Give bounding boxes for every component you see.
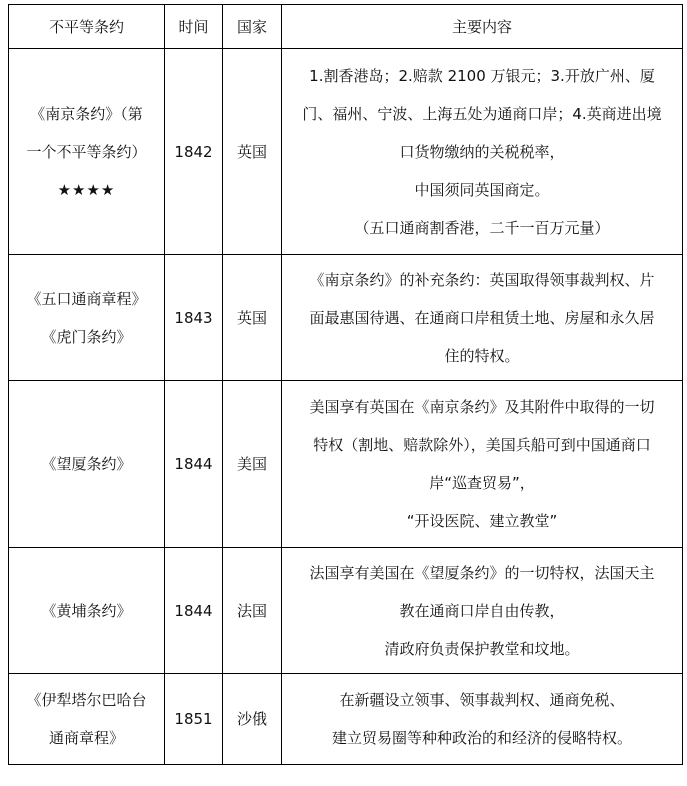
year-cell: 1844 xyxy=(165,381,223,548)
year-cell: 1842 xyxy=(165,49,223,255)
header-country: 国家 xyxy=(223,5,282,49)
content-line: 法国享有美国在《望厦条约》的一切特权，法国天主 xyxy=(309,563,655,582)
country-cell: 英国 xyxy=(223,255,282,381)
treaty-table xyxy=(8,4,683,765)
mnemonic-line: （五口通商割香港，二千一百万元量） xyxy=(354,218,610,237)
treaty-name-cell xyxy=(9,49,165,255)
content-cell xyxy=(282,548,683,674)
treaty-name-line: 《虎门条约》 xyxy=(41,327,132,346)
table-row xyxy=(9,548,683,674)
country-cell: 英国 xyxy=(223,49,282,255)
treaty-name-cell xyxy=(9,381,165,548)
table-row xyxy=(9,49,683,255)
content-line: 特权（割地、赔款除外），美国兵船可到中国通商口 xyxy=(313,436,651,454)
content-line: 面最惠国待遇、在通商口岸租赁土地、房屋和永久居 xyxy=(309,308,655,327)
treaty-name-line: 《五口通商章程》 xyxy=(26,289,147,308)
header-year: 时间 xyxy=(165,5,223,49)
content-line: “开设医院、建立教堂” xyxy=(406,512,558,530)
treaty-name-cell xyxy=(9,548,165,674)
table-row xyxy=(9,674,683,765)
content-line: 中国须同英国商定。 xyxy=(414,180,550,199)
country-cell: 法国 xyxy=(223,548,282,674)
country-cell: 美国 xyxy=(223,381,282,548)
table-row xyxy=(9,381,683,548)
treaty-name-line: 通商章程》 xyxy=(48,729,124,747)
year-cell: 1844 xyxy=(165,548,223,674)
treaty-name-cell xyxy=(9,255,165,381)
importance-stars: ★★★★ xyxy=(57,180,116,199)
content-cell xyxy=(282,49,683,255)
header-row xyxy=(9,5,683,49)
year-cell: 1851 xyxy=(165,674,223,765)
content-cell xyxy=(282,381,683,548)
treaty-name-line: 《黄埔条约》 xyxy=(41,601,132,620)
country-cell: 沙俄 xyxy=(223,674,282,765)
content-line: 教在通商口岸自由传教， xyxy=(399,601,565,620)
content-line: 在新疆设立领事、领事裁判权、通商免税、 xyxy=(339,691,625,709)
content-cell xyxy=(282,255,683,381)
table-row xyxy=(9,255,683,381)
header-content: 主要内容 xyxy=(282,5,683,49)
header-treaty: 不平等条约 xyxy=(9,5,165,49)
content-line: 美国享有英国在《南京条约》及其附件中取得的一切 xyxy=(309,398,655,416)
content-line: 清政府负责保护教堂和坟地。 xyxy=(384,639,580,658)
content-line: 岸“巡查贸易”， xyxy=(429,474,535,492)
content-line: 住的特权。 xyxy=(444,346,520,365)
content-line: 《南京条约》的补充条约：英国取得领事裁判权、片 xyxy=(309,270,655,289)
content-cell xyxy=(282,674,683,765)
year-cell: 1843 xyxy=(165,255,223,381)
treaty-name-line: 《望厦条约》 xyxy=(41,455,132,473)
content-line: 门、福州、宁波、上海五处为通商口岸；4.英商进出境 xyxy=(302,104,662,123)
treaty-name-line: 《南京条约》（第 xyxy=(30,104,143,123)
content-line: 口货物缴纳的关税税率， xyxy=(399,142,565,161)
treaty-name-line: 《伊犁塔尔巴哈台 xyxy=(26,691,147,709)
treaty-name-cell xyxy=(9,674,165,765)
content-line: 建立贸易圈等种种政治的和经济的侵略特权。 xyxy=(331,729,632,747)
content-line: 1.割香港岛；2.赔款 2100 万银元；3.开放广州、厦 xyxy=(309,66,655,85)
treaty-name-line: 一个不平等条约） xyxy=(26,142,147,161)
